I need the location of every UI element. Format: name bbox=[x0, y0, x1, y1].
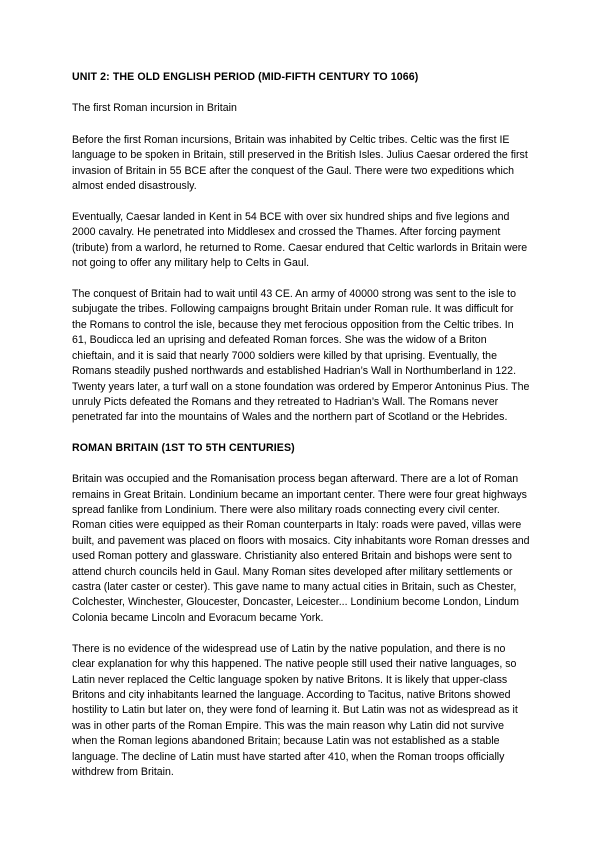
document-page bbox=[72, 70, 530, 796]
paragraph-celtic-tribes: Before the first Roman incursions, Britain was inhabited by Celtic tribes. Celtic was the first IE language to be spoken in Britain, still preserved in the British Isles. Julius Caesar ordered the first invasion of Britain in 55 BCE after the conquest of the Gaul. There were two expeditions which almost ended disastrously. bbox=[72, 133, 528, 193]
unit-title: UNIT 2: THE OLD ENGLISH PERIOD (MID-FIFTH CENTURY TO 1066) bbox=[72, 71, 419, 83]
paragraph-conquest-43ce: The conquest of Britain had to wait until 43 CE. An army of 40000 strong was sent to the isle to subjugate the tribes. Following campaigns brought Britain under Roman rule. It was difficult for the Romans to control the isle, because they met ferocious opposition from the Celtic tribes. In 61, Boudicca led an uprising and defeated Roman forces. She was the widow of a Briton chieftain, and it is said that nearly 7000 soldiers were killed by that uprising. Eventually, the Romans steadily pushed northwards and established Hadrian’s Wall in Northumberland in 122. Twenty years later, a turf wall on a stone foundation was ordered by Emperor Antoninus Pius. The unruly Picts defeated the Romans and they retreated to Hadrian’s Wall. The Romans never penetrated far into the mountains of Wales and the northern part of Scotland or the Hebrides. bbox=[72, 288, 530, 424]
section-heading-roman-britain: ROMAN BRITAIN (1ST TO 5TH CENTURIES) bbox=[72, 442, 295, 455]
paragraph-latin-use: There is no evidence of the widespread use of Latin by the native population, and there is no clear explanation for why this happened. The native people still used their native languages, so Latin never replaced the Celtic language spoken by native Britons. It is likely that upper-class Britons and city inhabitants learned the language. According to Tacitus, native Britons showed hostility to Latin but later on, they were fond of learning it. But Latin was not as widespread as it was in other parts of the Roman Empire. This was the main reason why Latin did not survive when the Roman legions abandoned Britain; because Latin was not established as a stable language. The decline of Latin must have started after 410, when the Roman troops officially withdrew from Britain. bbox=[72, 642, 518, 778]
paragraph-caesar-kent: Eventually, Caesar landed in Kent in 54 BCE with over six hundred ships and five legions and 2000 cavalry. He penetrated into Middlesex and crossed the Thames. After forcing payment (tribute) from a warlord, he returned to Rome. Caesar endured that Celtic warlords in Britain were not going to offer any military help to Celts in Gaul. bbox=[72, 210, 528, 270]
section-subtitle: The first Roman incursion in Britain bbox=[72, 102, 237, 115]
paragraph-romanisation: Britain was occupied and the Romanisation process began afterward. There are a lot of Roman remains in Great Britain. Londinium became an important center. There were four great highways spread fanlike from Londinium. There were also military roads connecting every civil center. Roman cities were equipped as their Roman counterparts in Italy: roads were paved, villas were built, and pavement was placed on floors with mosaics. City inhabitants wore Roman dresses and used Roman pottery and glassware. Christianity also entered Britain and bishops were sent to attend church councils held in Gaul. Many Roman sites developed after military settlements or castra (later caster or cester). This gave name to many actual cities in Britain, such as Chester, Colchester, Winchester, Gloucester, Doncaster, Leicester... Londinium become London, Lindum Colonia became Lincoln and Evoracum became York. bbox=[72, 473, 530, 624]
